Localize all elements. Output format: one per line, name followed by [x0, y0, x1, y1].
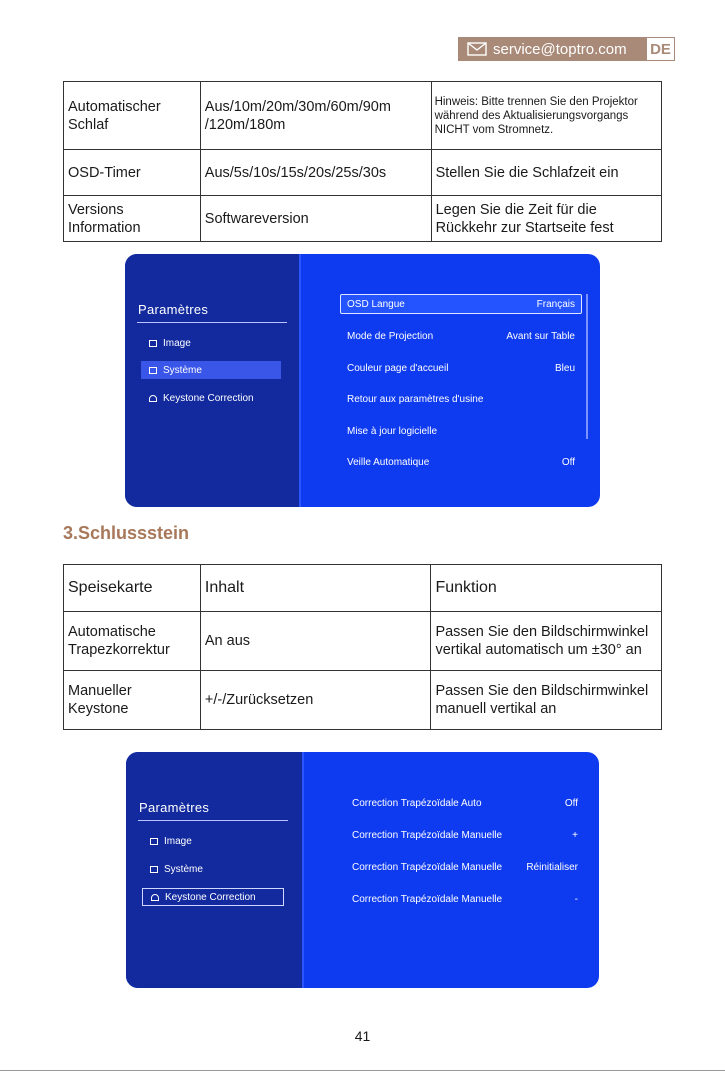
osd-nav-image[interactable] [142, 832, 284, 850]
table-cell: Versions Information [64, 196, 201, 242]
osd-title: Paramètres [138, 302, 209, 317]
table-cell: +/-/Zurücksetzen [200, 671, 431, 730]
osd-row-language[interactable] [340, 294, 582, 314]
osd-nav-label: Keystone Correction [163, 392, 254, 404]
osd-row-value: Français [536, 298, 575, 310]
osd-nav-keystone[interactable] [142, 888, 284, 906]
osd-nav-label: Système [163, 364, 202, 376]
table-cell: Manueller Keystone [64, 671, 201, 730]
page-number: 41 [354, 1028, 371, 1044]
osd-row-label: Correction Trapézoïdale Manuelle [352, 861, 503, 873]
osd-nav-image[interactable] [141, 334, 281, 352]
osd-row-auto-keystone[interactable] [346, 793, 584, 813]
osd-row-projection[interactable] [341, 326, 581, 346]
osd-row-value: Avant sur Table [506, 330, 575, 342]
table-cell: Automatische Trapezkorrektur [64, 612, 201, 671]
osd-nav-system[interactable] [141, 361, 281, 379]
header-badge [458, 37, 675, 61]
osd-row-label: Couleur page d'accueil [347, 362, 449, 374]
table-cell: Stellen Sie die Schlafzeit ein [431, 150, 661, 196]
settings-table-1 [63, 81, 662, 242]
osd-row-manual-reset[interactable] [346, 857, 584, 877]
osd-nav-label: Keystone Correction [165, 891, 256, 903]
table-cell: An aus [200, 612, 431, 671]
email-badge [458, 37, 646, 61]
osd-row-value: Off [564, 797, 578, 809]
keystone-table [63, 564, 662, 730]
image-icon [150, 838, 158, 845]
table-cell: Hinweis: Bitte trennen Sie den Projektor während des Aktualisierungsvorgangs NICHT vom Stromnetz. [431, 82, 661, 150]
osd-row-home-color[interactable] [341, 358, 581, 378]
osd-nav-label: Image [164, 835, 192, 847]
system-icon [150, 866, 158, 873]
osd-row-value: Off [561, 456, 575, 468]
osd-title: Paramètres [139, 800, 210, 815]
osd-row-label: Veille Automatique [347, 456, 430, 468]
osd-row-manual-minus[interactable] [346, 889, 584, 909]
footer-divider [0, 1070, 725, 1071]
table-header: Inhalt [200, 565, 431, 612]
table-cell: Legen Sie die Zeit für die Rückkehr zur Startseite fest [431, 196, 661, 242]
osd-row-software-update[interactable] [341, 421, 581, 441]
image-icon [149, 340, 157, 347]
language-badge: DE [646, 37, 675, 61]
keystone-icon [149, 395, 157, 402]
table-cell: Softwareversion [200, 196, 431, 242]
table-cell: Automatischer Schlaf [64, 82, 201, 150]
osd-row-label: Correction Trapézoïdale Manuelle [352, 893, 503, 905]
osd-row-manual-plus[interactable] [346, 825, 584, 845]
table-row [64, 671, 662, 730]
table-header: Speisekarte [64, 565, 201, 612]
osd-row-auto-sleep[interactable] [341, 452, 581, 472]
table-header-row [64, 565, 662, 612]
osd-row-label: OSD Langue [347, 298, 405, 310]
osd-row-factory-reset[interactable] [341, 389, 581, 409]
osd-divider [138, 820, 288, 821]
osd-screen-system [125, 254, 600, 507]
osd-sidebar [125, 254, 301, 507]
osd-row-value: + [572, 829, 578, 841]
table-cell: Aus/5s/10s/15s/20s/25s/30s [200, 150, 431, 196]
osd-nav-keystone[interactable] [141, 389, 281, 407]
email-text: service@toptro.com [493, 40, 627, 58]
osd-row-value: Réinitialiser [526, 861, 578, 873]
osd-row-label: Mise à jour logicielle [347, 425, 438, 437]
table-cell: Passen Sie den Bildschirmwinkel manuell vertikal an [431, 671, 662, 730]
table-cell: Aus/10m/20m/30m/60m/90m /120m/180m [200, 82, 431, 150]
osd-scrollbar[interactable] [586, 294, 588, 439]
section-title: 3.Schlussstein [63, 523, 190, 543]
osd-nav-system[interactable] [142, 860, 284, 878]
table-row [64, 82, 662, 150]
osd-nav-label: Image [163, 337, 191, 349]
osd-row-label: Correction Trapézoïdale Auto [352, 797, 482, 809]
osd-nav-label: Système [164, 863, 203, 875]
table-header: Funktion [431, 565, 662, 612]
envelope-icon [467, 42, 487, 56]
system-icon [149, 367, 157, 374]
osd-row-value: - [574, 893, 578, 905]
osd-divider [137, 322, 287, 323]
table-row [64, 150, 662, 196]
osd-sidebar [126, 752, 304, 988]
table-cell: Passen Sie den Bildschirmwinkel vertikal automatisch um ±30° an [431, 612, 662, 671]
osd-screen-keystone [126, 752, 599, 988]
osd-row-label: Correction Trapézoïdale Manuelle [352, 829, 503, 841]
keystone-icon [151, 894, 159, 901]
table-cell: OSD-Timer [64, 150, 201, 196]
osd-row-label: Mode de Projection [347, 330, 434, 342]
osd-row-label: Retour aux paramètres d'usine [347, 393, 484, 405]
table-row [64, 196, 662, 242]
table-row [64, 612, 662, 671]
osd-row-value: Bleu [554, 362, 575, 374]
